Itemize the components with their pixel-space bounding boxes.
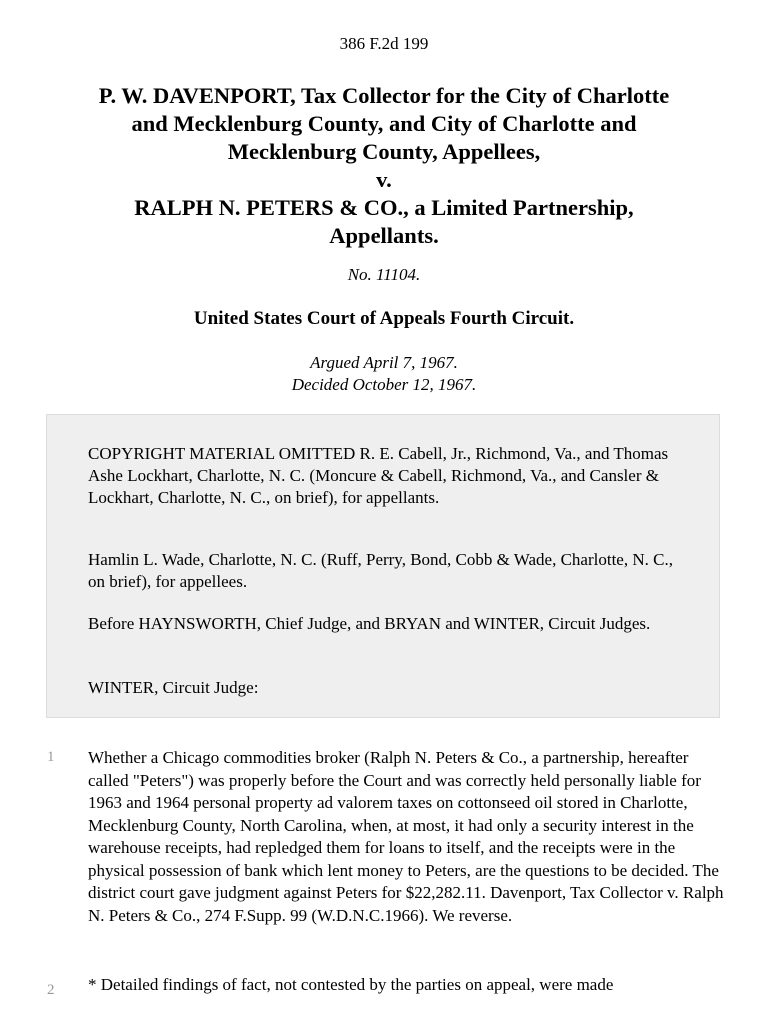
paragraph-text: * Detailed findings of fact, not contested by the parties on appeal, were made bbox=[88, 975, 614, 994]
caption-line: P. W. DAVENPORT, Tax Collector for the City of Charlotte bbox=[98, 83, 670, 108]
paragraph-text: Whether a Chicago commodities broker (Ralph N. Peters & Co., a partnership, hereafter called "Peters") was properly before the Court and was correctly held personally liable for 1963 and 1964 personal property ad valorem taxes on cottonseed oil stored in Charlotte, Mecklenburg County, North Carolina, when, at most, it had only a security interest in the warehouse receipts, had repledged them for loans to itself, and the receipts were in the physical possession of bank which lent money to Peters, are the questions to be decided. The district court gave judgment against Peters for $22,282.11. Davenport, Tax Collector v. Ralph N. Peters & Co., 274 F.Supp. 99 (W.D.N.C.1966). We reverse. bbox=[88, 748, 724, 925]
counsel-box bbox=[46, 414, 720, 718]
caption-line: RALPH N. PETERS & CO., a Limited Partnership, bbox=[134, 195, 634, 220]
court-name: United States Court of Appeals Fourth Circuit. bbox=[193, 308, 575, 329]
paragraph-number: 1 bbox=[47, 749, 55, 765]
caption-line: Appellants. bbox=[329, 223, 439, 248]
decided-date: Decided October 12, 1967. bbox=[291, 375, 477, 394]
counsel-appellees: Hamlin L. Wade, Charlotte, N. C. (Ruff, Perry, Bond, Cobb & Wade, Charlotte, N. C., on brief), for appellees. bbox=[88, 550, 673, 591]
caption-line: and Mecklenburg County, and City of Charlotte and bbox=[131, 111, 637, 136]
opinion-author: WINTER, Circuit Judge: bbox=[88, 678, 259, 697]
paragraph-number: 2 bbox=[47, 982, 55, 998]
case-caption bbox=[40, 82, 728, 250]
case-citation: 386 F.2d 199 bbox=[339, 34, 429, 53]
docket-number: No. 11104. bbox=[347, 265, 421, 284]
caption-line: Mecklenburg County, Appellees, bbox=[227, 139, 541, 164]
counsel-appellants: COPYRIGHT MATERIAL OMITTED R. E. Cabell, Jr., Richmond, Va., and Thomas Ashe Lockhart, Charlotte, N. C. (Moncure & Cabell, Richmond, Va., and Cansler & Lockhart, Charlotte, N. C., on brief), for appellants. bbox=[88, 444, 669, 507]
caption-versus: v. bbox=[376, 167, 392, 192]
bench-listing: Before HAYNSWORTH, Chief Judge, and BRYAN and WINTER, Circuit Judges. bbox=[88, 614, 651, 633]
case-dates bbox=[0, 352, 768, 396]
argued-date: Argued April 7, 1967. bbox=[310, 353, 458, 372]
